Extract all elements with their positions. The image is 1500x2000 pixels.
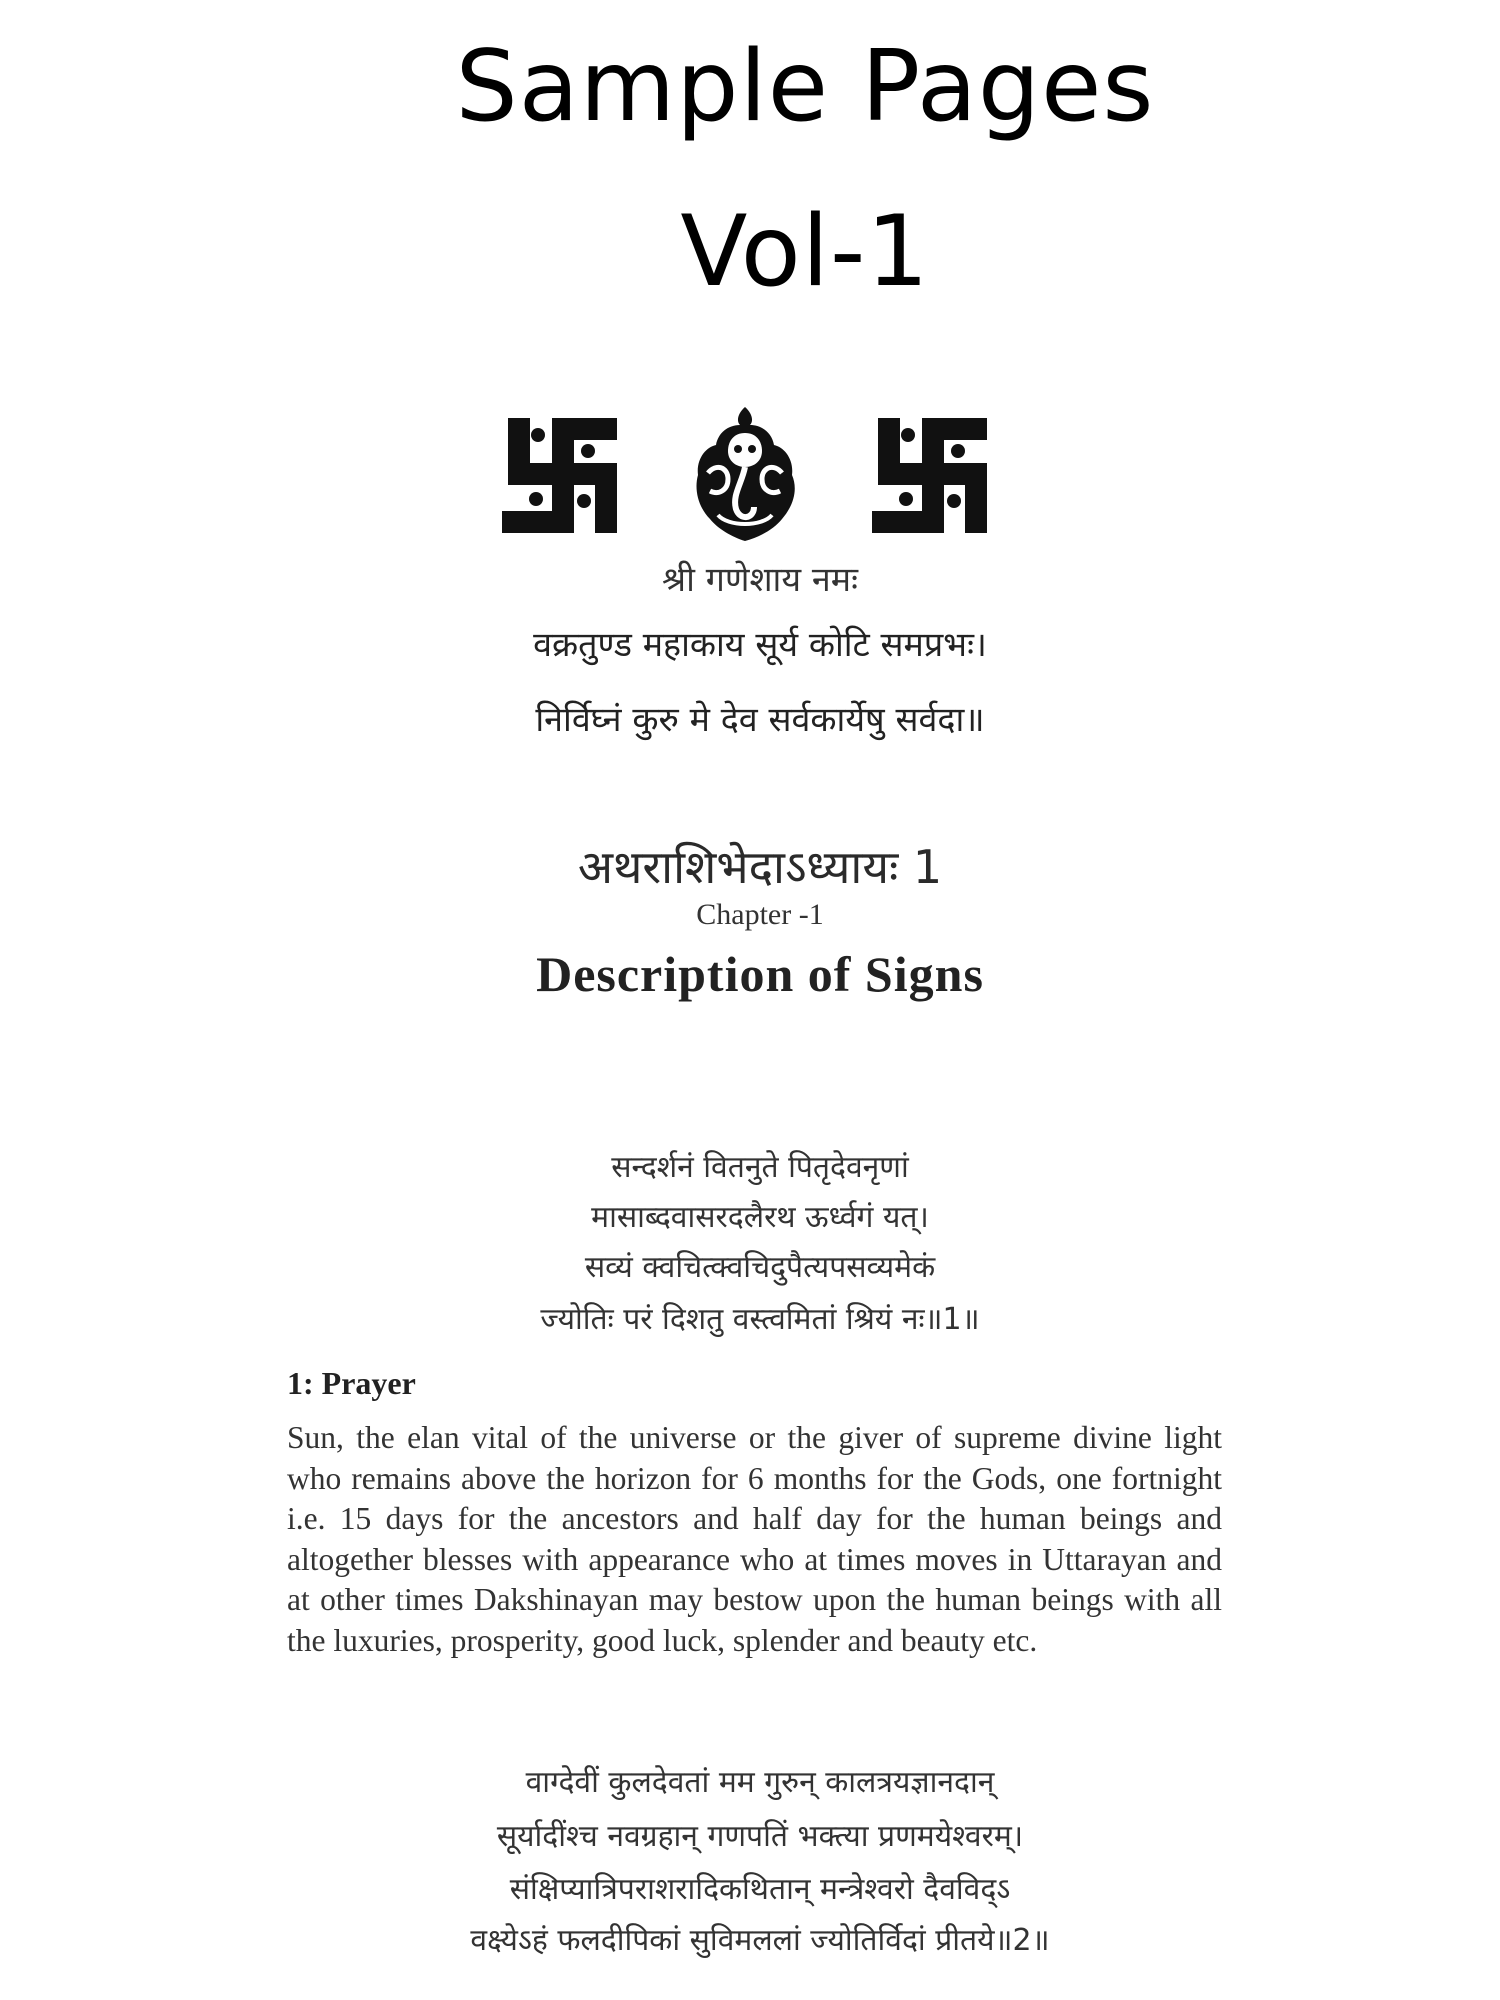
chapter-number: Chapter -1 [696,898,824,931]
body-paragraph: Sun, the elan vital of the universe or the giver of supreme divine light who remains above the horizon for 6 months for the Gods, one fortnight i.e. 15 days for the ancestors and half day for the human beings and altogether blesses with appearance who at times moves in Uttarayan and at other times Dakshinayan may bestow upon the human beings with all the luxuries, prosperity, good luck, splender and beauty etc. [287,1420,1222,1658]
verse-line: वाग्देवीं कुलदेवतां मम गुरुन् कालत्रयज्ञानदान् [525,1765,995,1800]
verse-line: वक्ष्येऽहं फलदीपिकां सुविमललां ज्योतिर्विदां प्रीतये॥2॥ [470,1923,1050,1958]
invocation-shloka-line: निर्विघ्नं कुरु मे देव सर्वकार्येषु सर्वदा॥ [535,700,985,740]
verse-line: ज्योतिः परं दिशतु वस्त्वमितां श्रियं नः॥1॥ [540,1302,980,1337]
verse-line: सव्यं क्वचित्क्वचिदुपैत्यपसव्यमेकं [584,1250,936,1285]
emblem-row [500,405,990,545]
verse-line: सन्दर्शनं वितनुते पितृदेवनृणां [611,1150,909,1185]
ganesha-icon [688,403,803,548]
chapter-sanskrit-title: अथराशिभेदाऽध्यायः 1 [577,840,943,894]
invocation-title: श्री गणेशाय नमः [662,560,858,600]
verse-line: संक्षिप्यात्रिपराशरादिकथितान् मन्त्रेश्वरो दैवविद्ऽ [509,1872,1011,1907]
sample-pages-title: Sample Pages [455,30,1155,144]
swastika-icon [870,413,990,538]
verse-line: मासाब्दवासरदलैरथ ऊर्ध्वगं यत्। [591,1200,929,1235]
chapter-title: Description of Signs [536,946,984,1002]
swastika-icon [500,413,620,538]
section-heading: 1: Prayer [287,1365,416,1401]
invocation-shloka-line: वक्रतुण्ड महाकाय सूर्य कोटि समप्रभः। [533,625,987,665]
volume-label: Vol-1 [680,195,930,309]
verse-line: सूर्यादींश्च नवग्रहान् गणपतिं भक्त्या प्रणमयेश्वरम्। [496,1819,1024,1854]
